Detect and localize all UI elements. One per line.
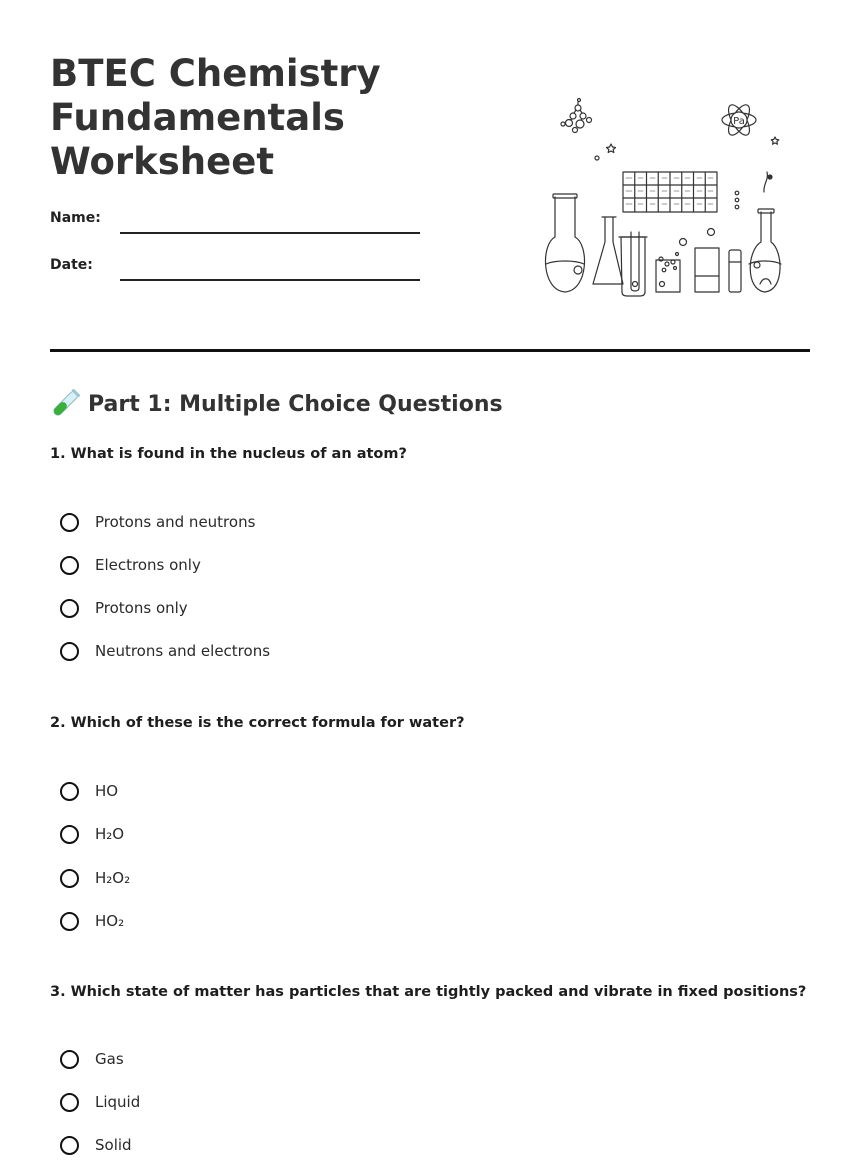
option-label: HO [95, 782, 119, 800]
q1-option-d[interactable] [60, 638, 560, 664]
radio-button[interactable] [60, 513, 79, 532]
q1-option-c[interactable] [60, 595, 560, 621]
header-divider [50, 349, 810, 352]
chemistry-lab-illustration [535, 92, 795, 302]
q1-option-b[interactable] [60, 552, 560, 578]
date-field[interactable] [50, 257, 430, 281]
atom-symbol: Pa [733, 116, 745, 127]
test-tube-icon [50, 389, 80, 419]
radio-button[interactable] [60, 782, 79, 801]
date-label: Date: [50, 257, 93, 273]
radio-button[interactable] [60, 1136, 79, 1155]
q2-option-b[interactable] [60, 821, 560, 847]
q2-option-a[interactable] [60, 778, 560, 804]
bubbling-jar-icon [656, 239, 687, 293]
name-label: Name: [50, 210, 101, 226]
conical-flask-icon [593, 217, 623, 284]
q2-option-d[interactable] [60, 908, 560, 934]
part1-heading [50, 388, 503, 420]
test-tube-small-icon [729, 250, 741, 292]
option-label: HO₂ [95, 912, 125, 930]
radio-button[interactable] [60, 1050, 79, 1069]
name-input-line[interactable] [120, 232, 420, 234]
sparkle-icon [595, 144, 616, 160]
option-label: Neutrons and electrons [95, 642, 271, 660]
q2-option-c[interactable] [60, 865, 560, 891]
title-line-3: Worksheet [50, 140, 275, 183]
radio-button[interactable] [60, 556, 79, 575]
q3-option-b[interactable] [60, 1089, 560, 1115]
radio-button[interactable] [60, 825, 79, 844]
radio-button[interactable] [60, 869, 79, 888]
periodic-table-icon [623, 172, 717, 212]
q3-option-a[interactable] [60, 1046, 560, 1072]
option-label: Protons and neutrons [95, 513, 256, 531]
option-label: Gas [95, 1050, 124, 1068]
option-label: Electrons only [95, 556, 201, 574]
date-input-line[interactable] [120, 279, 420, 281]
q3-option-c[interactable] [60, 1132, 560, 1158]
atom-icon [722, 102, 756, 138]
question-1-text: 1. What is found in the nucleus of an atom? [50, 446, 407, 462]
radio-button[interactable] [60, 642, 79, 661]
round-flask-icon [546, 194, 585, 292]
radio-button[interactable] [60, 1093, 79, 1112]
question-3-text: 3. Which state of matter has particles that are tightly packed and vibrate in fixed positions? [50, 984, 807, 1000]
name-field[interactable] [50, 210, 430, 234]
option-label: Liquid [95, 1093, 141, 1111]
part1-heading-text: Part 1: Multiple Choice Questions [88, 391, 503, 417]
q1-option-a[interactable] [60, 509, 560, 535]
molecule-icon [561, 99, 592, 133]
option-label: H₂O₂ [95, 869, 131, 887]
title-line-1: BTEC Chemistry [50, 52, 381, 95]
radio-button[interactable] [60, 599, 79, 618]
option-label: Protons only [95, 599, 188, 617]
volumetric-flask-icon [749, 172, 781, 292]
tall-beaker-icon [695, 229, 719, 293]
beaker-icon [619, 232, 647, 296]
title-line-2: Fundamentals [50, 96, 345, 139]
question-2-text: 2. Which of these is the correct formula for water? [50, 715, 465, 731]
option-label: Solid [95, 1136, 132, 1154]
radio-button[interactable] [60, 912, 79, 931]
option-label: H₂O [95, 825, 125, 843]
worksheet-title [50, 52, 470, 184]
